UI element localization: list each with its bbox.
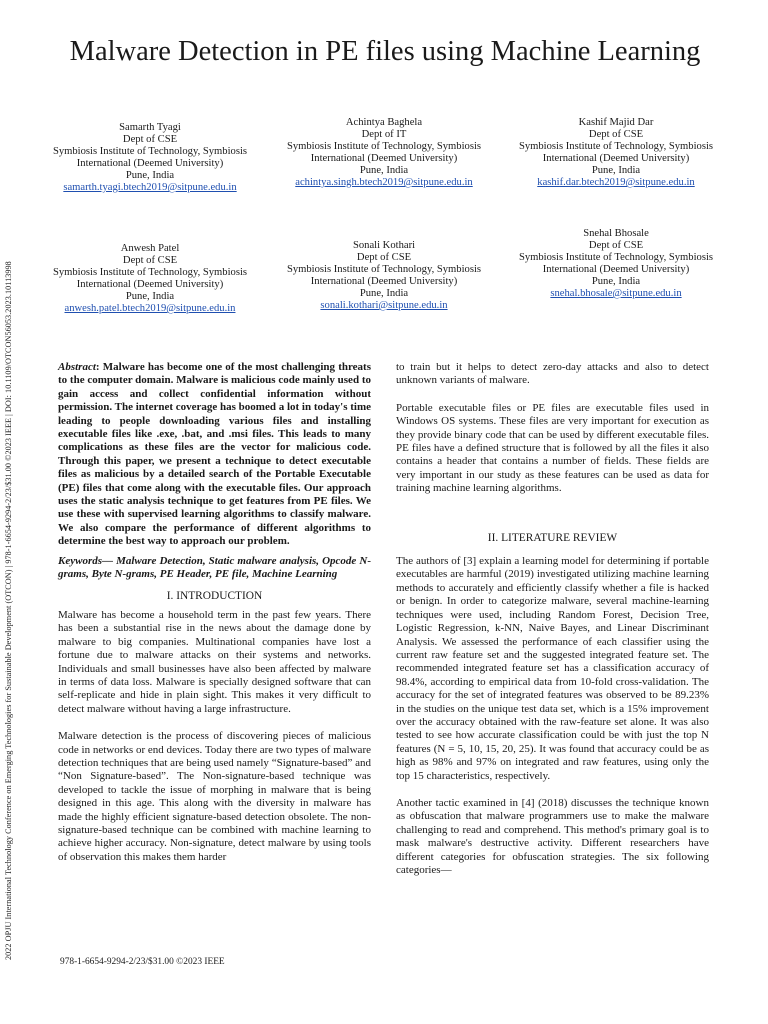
paragraph: Malware has become a household term in the past few years. There has been a substantial rise in the news about the damage done by malware to big companies. Multinational companies have lost a fortune due to malware attacks on their systems and networks. Individuals and small businesses have also been affected by malware in terms of data loss. Malware is specially designed software that can self-replicate and hide in plain sight. This makes it very difficult to detect malware without having a large infrastructure. — [58, 608, 371, 715]
author-location: Pune, India — [591, 276, 641, 287]
author-block — [50, 122, 250, 194]
author-dept: Dept of IT — [361, 129, 407, 140]
author-email-link[interactable]: sonali.kothari@sitpune.edu.in — [320, 300, 448, 311]
author-name: Kashif Majid Dar — [578, 117, 654, 128]
abstract-text: : Malware has become one of the most challenging threats to the computer domain. Malware is malicious code mainly used to gain access and collect confidential information without permission. The internet coverage has boomed a lot in today's time leading to people downloading various files and installing executable files like .exe, .bat, and .msi files. This leads to many complications as these files are the vector for malicious code. Through this paper, we present a technique to detect executable files as malicious by a detailed search of the Portable Executable (PE) files that come along with the executable files. Our approach uses the static analysis technique to get features from PE files. We use these with supervised learning algorithms to classify malware. We also compare the performance of different algorithms to determine the best way to approach our problem. — [58, 361, 371, 548]
author-location: Pune, India — [591, 165, 641, 176]
paragraph: Portable executable files or PE files are executable files used in Windows OS systems. These files are very important for execution as they provide binary code that can be used by different executable files. PE files have a defined structure that is followed by all the files it also contains a header that contains a number of fields. These fields are very important in our study as these features can be used as data for training machine learning algorithms. — [396, 401, 709, 495]
author-institution: Symbiosis Institute of Technology, Symbiosis International (Deemed University) — [52, 267, 248, 290]
right-column — [396, 361, 709, 883]
paragraph: Another tactic examined in [4] (2018) discusses the technique known as obfuscation that malware programmers use to make the malware challenging to read and comprehend. This method's primary goal is to mask malware's destructive activity. Different researchers have different categories for obfuscation strategies. The six following categories— — [396, 796, 709, 876]
author-location: Pune, India — [359, 165, 409, 176]
author-name: Snehal Bhosale — [583, 228, 649, 239]
author-location: Pune, India — [125, 170, 175, 181]
author-email-link[interactable]: samarth.tyagi.btech2019@sitpune.edu.in — [63, 182, 237, 193]
abstract — [58, 361, 371, 549]
author-name: Achintya Baghela — [345, 117, 423, 128]
author-block — [516, 228, 716, 300]
author-dept: Dept of CSE — [122, 134, 178, 145]
section-heading-introduction: I. INTRODUCTION — [166, 589, 263, 602]
author-block — [516, 117, 716, 189]
section-heading-literature-review: II. LITERATURE REVIEW — [487, 531, 618, 544]
keywords: Keywords— Malware Detection, Static malware analysis, Opcode N-grams, Byte N-grams, PE Header, PE file, Machine Learning — [58, 554, 371, 581]
author-dept: Dept of CSE — [122, 255, 178, 266]
abstract-label: Abstract — [58, 361, 96, 373]
author-institution: Symbiosis Institute of Technology, Symbiosis International (Deemed University) — [518, 252, 714, 275]
paragraph: to train but it helps to detect zero-day attacks and also to detect unknown variants of malware. — [396, 361, 709, 387]
author-name: Anwesh Patel — [120, 243, 180, 254]
author-email-link[interactable]: kashif.dar.btech2019@sitpune.edu.in — [537, 177, 695, 188]
footer-copyright: 978-1-6654-9294-2/23/$31.00 ©2023 IEEE — [60, 957, 225, 967]
author-email-link[interactable]: achintya.singh.btech2019@sitpune.edu.in — [295, 177, 473, 188]
author-name: Samarth Tyagi — [119, 122, 181, 133]
author-dept: Dept of CSE — [588, 240, 644, 251]
author-block — [284, 117, 484, 189]
left-column — [58, 361, 371, 870]
author-block — [284, 240, 484, 312]
author-location: Pune, India — [125, 291, 175, 302]
paper-title: Malware Detection in PE files using Machine Learning — [69, 36, 701, 67]
author-institution: Symbiosis Institute of Technology, Symbiosis International (Deemed University) — [52, 146, 248, 169]
author-institution: Symbiosis Institute of Technology, Symbiosis International (Deemed University) — [518, 141, 714, 164]
author-email-link[interactable]: anwesh.patel.btech2019@sitpune.edu.in — [64, 303, 236, 314]
author-dept: Dept of CSE — [588, 129, 644, 140]
author-name: Sonali Kothari — [352, 240, 416, 251]
author-institution: Symbiosis Institute of Technology, Symbiosis International (Deemed University) — [286, 264, 482, 287]
conference-side-note: 2022 OPJU International Technology Conference on Emerging Technologies for Sustainable Development (OTCON) | 978-1-6654-9294-2/23/$31.00 ©2023 IEEE | DOI: 10.1109/OTCON56053.2023.10113998 — [4, 261, 13, 960]
author-block — [50, 243, 250, 315]
author-institution: Symbiosis Institute of Technology, Symbiosis International (Deemed University) — [286, 141, 482, 164]
author-location: Pune, India — [359, 288, 409, 299]
author-dept: Dept of CSE — [356, 252, 412, 263]
author-email-link[interactable]: snehal.bhosale@sitpune.edu.in — [550, 288, 682, 299]
paragraph: Malware detection is the process of discovering pieces of malicious code in networks or end devices. Today there are two types of malware detection techniques that are being used namely “Signature-based” and “Non Signature-based”. The Non-signature-based technique was developed to tackle the issue of morphing in malware that is being designed in this age. This along with the diversity in malware has made the highly efficient signature-based detection obsolete. The non-signature-based technique can be combined with machine learning to achieve higher accuracy. Non-signature, detect malware by using tools of observation this makes them harder — [58, 730, 371, 863]
paragraph: The authors of [3] explain a learning model for determining if portable executables are harmful (2019) investigated utilizing machine learning methods to accurately and efficiently classify whether a file is hacked or benign. In order to categorize malware, several machine-learning techniques were used, including Random Forest, Decision Tree, Logistic Regression, k-NN, Naive Bayes, and Linear Discriminant Analysis. We assessed the performance of each classifier using the current raw feature set and the suggested integrated feature set. The recommended integrated feature set has a classification accuracy of 98.4%, according to empirical data from 10-fold cross-validation. The accuracy for the set of integrated features was observed to be 89.23% in the studies on the unique test data set, which is a 15% improvement over the accuracy obtained with the raw-feature set alone. It was also tested to see how accurate classification could be with just the top N features (N = 5, 10, 15, 20, 25). It was found that accuracy could be as high as 98% and 97% on integrated and raw features, using only the top 15 characteristics, respectively. — [396, 555, 709, 782]
